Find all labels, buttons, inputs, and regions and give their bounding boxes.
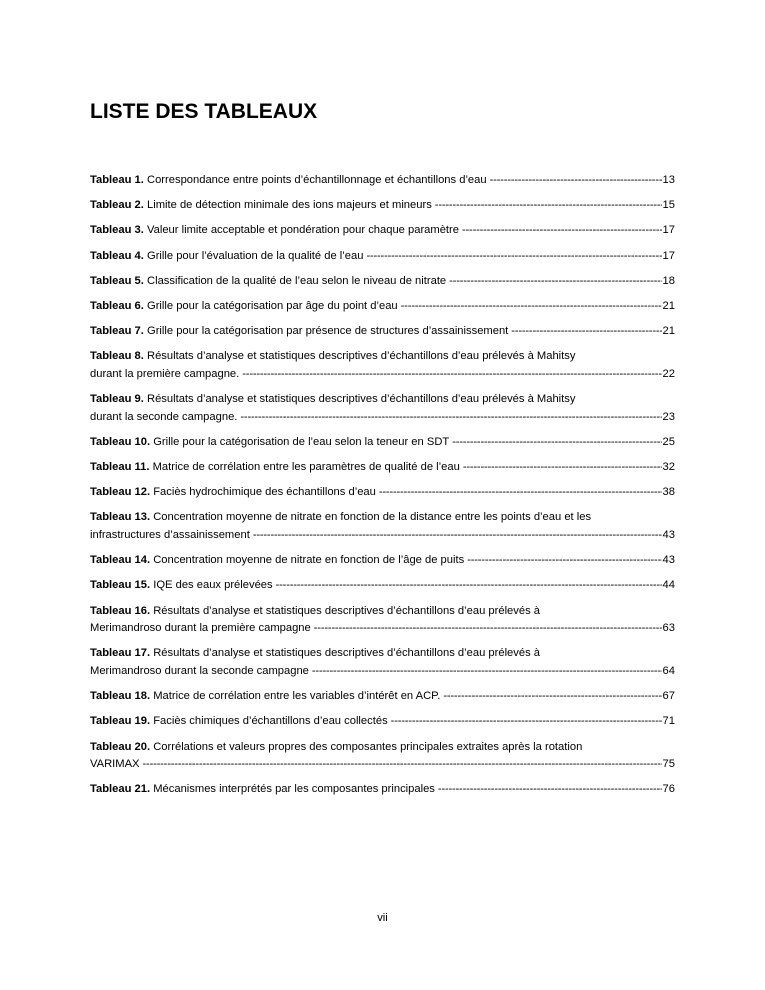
- toc-entry-label: Tableau 19.: [90, 715, 151, 728]
- toc-entry-label: Tableau 18.: [90, 690, 151, 703]
- dot-leader: [242, 366, 661, 384]
- toc-entry-page: 64: [662, 664, 675, 677]
- dot-leader: [490, 172, 662, 190]
- toc-entry-title: Matrice de corrélation entre les variables d’intérêt en ACP.: [153, 690, 441, 703]
- toc-entry-title: Grille pour la catégorisation de l’eau selon la teneur en SDT: [153, 435, 450, 448]
- dot-leader: [452, 434, 661, 452]
- toc-entry[interactable]: [90, 509, 675, 544]
- toc-entry-title: Résultats d’analyse et statistiques descriptives d’échantillons d’eau prélevés à: [153, 647, 541, 660]
- dot-leader: [276, 577, 662, 595]
- dot-leader: [438, 781, 662, 799]
- table-list: [90, 172, 675, 807]
- toc-entry-title: Classification de la qualité de l’eau selon le niveau de nitrate: [147, 274, 447, 287]
- toc-entry-page: 43: [662, 554, 675, 567]
- toc-entry-page: 15: [662, 199, 675, 212]
- toc-entry-title: durant la première campagne.: [90, 367, 240, 380]
- dot-leader: [401, 298, 662, 316]
- toc-entry[interactable]: [90, 713, 675, 731]
- toc-entry-title: Résultats d’analyse et statistiques descriptives d’échantillons d’eau prélevés à: [153, 604, 541, 617]
- toc-entry-title: Résultats d’analyse et statistiques descriptives d’échantillons d’eau prélevés à Mahitsy: [147, 350, 576, 363]
- toc-entry-page: 44: [662, 579, 675, 592]
- toc-entry-page: 32: [662, 461, 675, 474]
- toc-entry-page: 17: [662, 224, 675, 237]
- toc-entry-title: Concentration moyenne de nitrate en fonction de la distance entre les points d’eau et les: [153, 511, 592, 524]
- toc-entry-label: Tableau 9.: [90, 393, 144, 406]
- toc-entry-title: VARIMAX: [90, 758, 140, 771]
- toc-entry[interactable]: [90, 552, 675, 570]
- toc-entry-page: 67: [662, 690, 675, 703]
- toc-entry-label: Tableau 13.: [90, 511, 151, 524]
- toc-entry-label: Tableau 11.: [90, 461, 150, 474]
- toc-entry[interactable]: [90, 222, 675, 240]
- dot-leader: [449, 273, 661, 291]
- toc-entry-label: Tableau 7.: [90, 325, 144, 338]
- toc-entry-page: 71: [662, 715, 675, 728]
- page-title: LISTE DES TABLEAUX: [90, 100, 318, 123]
- toc-entry[interactable]: [90, 484, 675, 502]
- dot-leader: [467, 552, 661, 570]
- toc-entry-label: Tableau 3.: [90, 224, 144, 237]
- toc-entry-label: Tableau 20.: [90, 740, 151, 753]
- toc-entry-page: 18: [662, 274, 675, 287]
- toc-entry[interactable]: [90, 298, 675, 316]
- dot-leader: [391, 713, 662, 731]
- toc-entry-title: Grille pour la catégorisation par âge du point d’eau: [147, 299, 398, 312]
- toc-entry-page: 13: [662, 174, 675, 186]
- toc-entry-page: 21: [662, 325, 675, 338]
- toc-entry-title: Merimandroso durant la première campagne: [90, 622, 311, 635]
- toc-entry-title: Grille pour l’évaluation de la qualité de l’eau: [147, 249, 364, 262]
- dot-leader: [443, 688, 661, 706]
- toc-entry-label: Tableau 17.: [90, 647, 151, 660]
- toc-entry-page: 21: [662, 299, 675, 312]
- toc-entry[interactable]: [90, 577, 675, 595]
- dot-leader: [379, 484, 662, 502]
- toc-entry-title: Correspondance entre points d’échantillonnage et échantillons d’eau: [147, 174, 487, 186]
- dot-leader: [366, 248, 661, 266]
- toc-entry-title: Matrice de corrélation entre les paramètres de qualité de l’eau: [152, 461, 460, 474]
- toc-entry-page: 76: [662, 783, 675, 796]
- dot-leader: [143, 756, 662, 774]
- page-number: vii: [377, 912, 388, 924]
- dot-leader: [312, 663, 662, 681]
- toc-entry-label: Tableau 21.: [90, 783, 151, 796]
- dot-leader: [314, 620, 662, 638]
- toc-entry[interactable]: [90, 688, 675, 706]
- toc-entry-title: Mécanismes interprétés par les composantes principales: [153, 783, 435, 796]
- toc-entry-label: Tableau 15.: [90, 579, 151, 592]
- toc-entry-page: 22: [662, 367, 675, 380]
- toc-entry-page: 38: [662, 486, 675, 499]
- toc-entry[interactable]: [90, 348, 675, 383]
- toc-entry[interactable]: [90, 248, 675, 266]
- toc-entry[interactable]: [90, 197, 675, 215]
- toc-entry-label: Tableau 16.: [90, 604, 151, 617]
- toc-entry-label: Tableau 1.: [90, 174, 144, 186]
- toc-entry[interactable]: [90, 273, 675, 291]
- toc-entry-label: Tableau 4.: [90, 249, 144, 262]
- toc-entry-page: 43: [662, 529, 675, 542]
- toc-entry-label: Tableau 12.: [90, 486, 151, 499]
- toc-entry-title: durant la seconde campagne.: [90, 410, 238, 423]
- toc-entry-page: 75: [662, 758, 675, 771]
- toc-entry-label: Tableau 8.: [90, 350, 144, 363]
- toc-entry-title: IQE des eaux prélevées: [153, 579, 273, 592]
- toc-entry[interactable]: [90, 323, 675, 341]
- toc-entry[interactable]: [90, 459, 675, 477]
- toc-entry-page: 25: [662, 435, 675, 448]
- dot-leader: [511, 323, 661, 341]
- toc-entry-title: Valeur limite acceptable et pondération pour chaque paramètre: [147, 224, 459, 237]
- toc-entry[interactable]: [90, 739, 675, 774]
- toc-entry-page: 17: [662, 249, 675, 262]
- toc-entry-label: Tableau 14.: [90, 554, 151, 567]
- toc-entry-title: Corrélations et valeurs propres des composantes principales extraites après la rotation: [153, 740, 583, 753]
- toc-entry-title: Résultats d’analyse et statistiques descriptives d’échantillons d’eau prélevés à Mahitsy: [147, 393, 576, 406]
- dot-leader: [435, 197, 662, 215]
- toc-entry-title: Faciès hydrochimique des échantillons d’eau: [153, 486, 376, 499]
- toc-entry[interactable]: [90, 603, 675, 638]
- toc-entry-title: Faciès chimiques d’échantillons d’eau collectés: [153, 715, 388, 728]
- toc-entry-label: Tableau 10.: [90, 435, 151, 448]
- toc-entry-title: Merimandroso durant la seconde campagne: [90, 664, 309, 677]
- dot-leader: [462, 222, 662, 240]
- toc-entry-page: 23: [662, 410, 675, 423]
- toc-entry[interactable]: [90, 781, 675, 799]
- dot-leader: [463, 459, 662, 477]
- toc-entry-label: Tableau 2.: [90, 199, 144, 212]
- toc-entry-label: Tableau 5.: [90, 274, 144, 287]
- toc-entry-title: infrastructures d’assainissement: [90, 529, 250, 542]
- dot-leader: [253, 527, 662, 545]
- toc-entry[interactable]: [90, 645, 675, 680]
- toc-entry-title: Limite de détection minimale des ions majeurs et mineurs: [147, 199, 432, 212]
- toc-entry-title: Concentration moyenne de nitrate en fonction de l’âge de puits: [153, 554, 465, 567]
- toc-entry-page: 63: [662, 622, 675, 635]
- toc-entry-title: Grille pour la catégorisation par présence de structures d’assainissement: [147, 325, 509, 338]
- dot-leader: [240, 409, 661, 427]
- toc-entry[interactable]: [90, 434, 675, 452]
- toc-entry-label: Tableau 6.: [90, 299, 144, 312]
- toc-entry[interactable]: [90, 391, 675, 426]
- toc-entry[interactable]: [90, 172, 675, 190]
